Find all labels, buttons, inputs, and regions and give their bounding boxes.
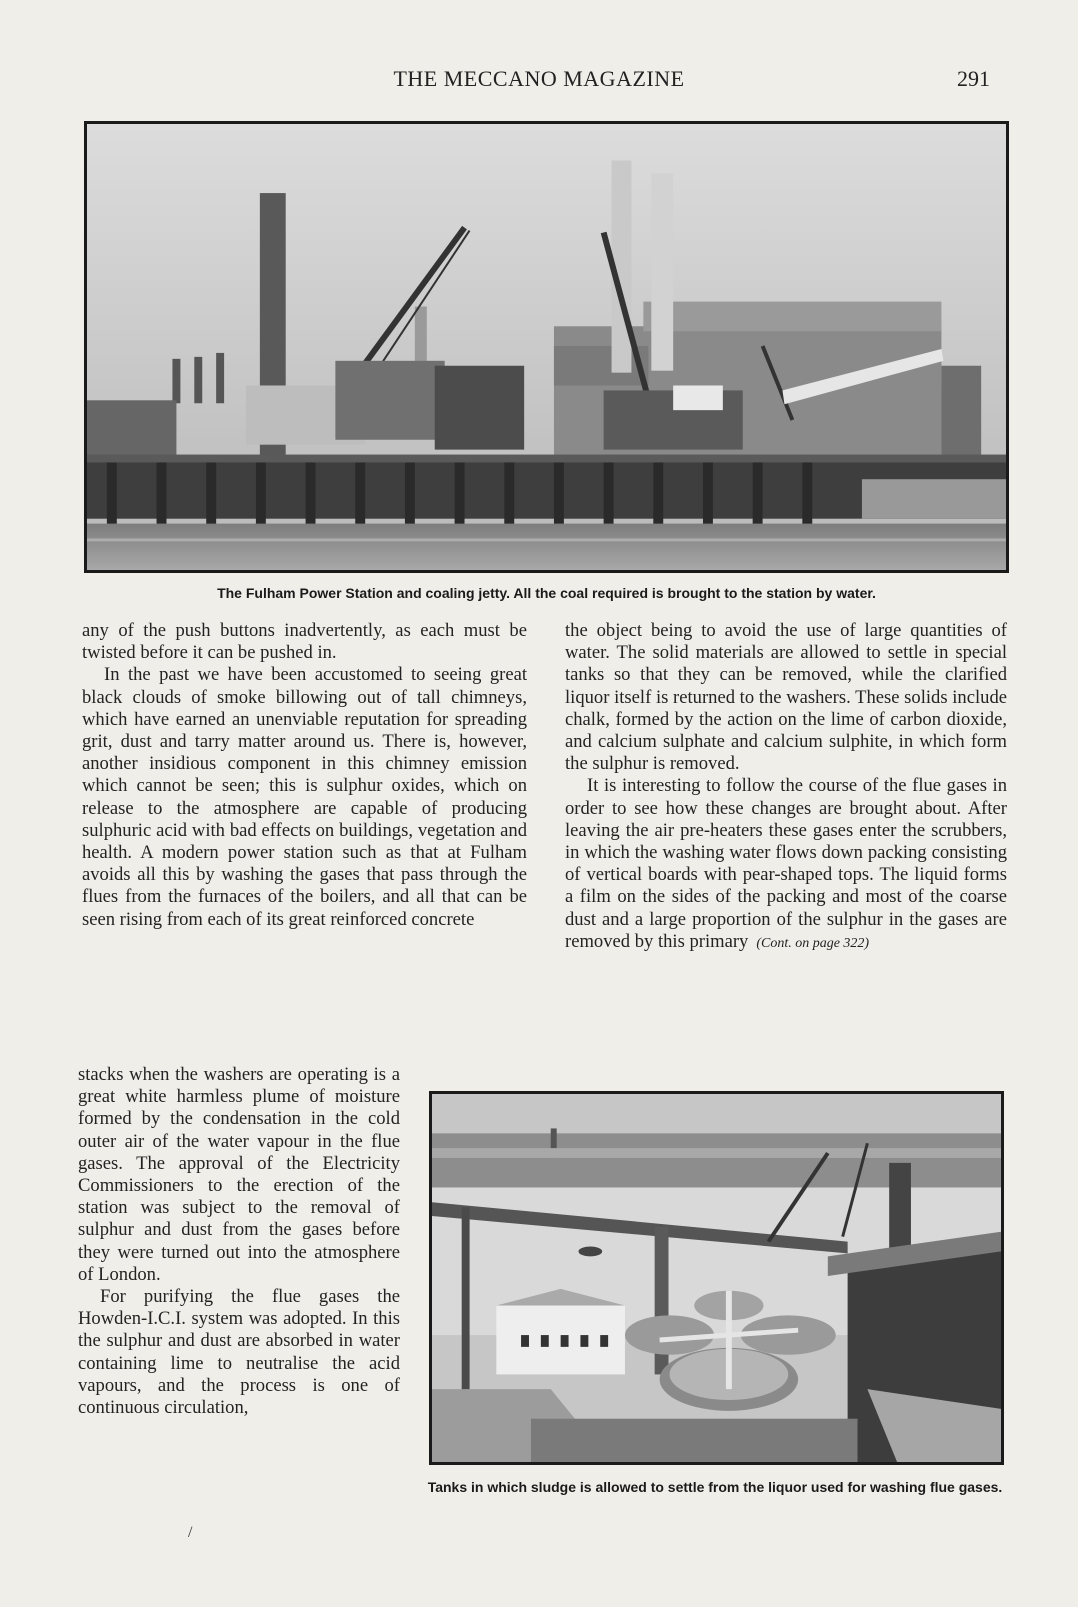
- stray-pen-mark: /: [188, 1524, 193, 1541]
- left-paragraph-2: In the past we have been accustomed to seeing great black clouds of smoke billowing out of tall chimneys, which have earned an unenviable reputation for spreading grit, dust and tarry matter around us. There is, however, another insidious component in this chimney emission which cannot be seen; this is sulphur oxides, which on release to the atmosphere are capable of producing sulphuric acid with bad effects on buildings, vegetation and health. A modern power station such as that at Fulham avoids all this by washing the gases that pass through the flues from the furnaces of the boilers, and all that can be seen rising from each of its great reinforced concrete: [82, 664, 527, 930]
- right-paragraph-1: the object being to avoid the use of large quantities of water. The solid materials are allowed to settle in special tanks so that they can be removed, while the clarified liquor itself is returned to the washers. These solids include chalk, formed by the action on the lime of carbon dioxide, and calcium sulphate and calcium sulphite, in which form the sulphur is removed.: [565, 620, 1007, 775]
- power-station-illustration: [87, 124, 1006, 570]
- settling-tanks-photo: [429, 1091, 1004, 1465]
- right-column: [565, 620, 1007, 955]
- power-station-photo: [84, 121, 1009, 573]
- running-header-title: THE MECCANO MAGAZINE: [393, 66, 685, 91]
- page-number: 291: [957, 66, 990, 91]
- settling-tanks-illustration: [432, 1094, 1001, 1462]
- left-column: [82, 620, 527, 931]
- continued-reference: (Cont. on page 322): [756, 935, 870, 951]
- narrow-paragraph-1: stacks when the washers are operating is a great white harmless plume of moisture formed by the condensation in the cold outer air of the water vapour in the flue gases. The approval of the Electricity Commissioners to the erection of the station was subject to the removal of sulphur and dust from the gases before they were turned out into the atmosphere of London.: [78, 1064, 400, 1285]
- bottom-photo-caption: Tanks in which sludge is allowed to settle from the liquor used for washing flue gases.: [427, 1479, 1003, 1495]
- narrow-column: [78, 1064, 400, 1419]
- narrow-paragraph-2: For purifying the flue gases the Howden-I.C.I. system was adopted. In this the sulphur and dust are absorbed in water containing lime to neutralise the acid vapours, and the process is one of continuous circulation,: [78, 1286, 400, 1419]
- right-paragraph-2: [565, 775, 1007, 955]
- top-photo-caption: The Fulham Power Station and coaling jetty. All the coal required is brought to the station by water.: [217, 585, 876, 601]
- left-paragraph-1: any of the push buttons inadvertently, as each must be twisted before it can be pushed in.: [82, 620, 527, 664]
- right-paragraph-2-text: It is interesting to follow the course of the flue gases in order to see how these changes are brought about. After leaving the air pre-heaters these gases enter the scrubbers, in which the washing water flows down packing consisting of vertical boards with pear-shaped tops. The liquid forms a film on the sides of the packing and most of the coarse dust and a large proportion of the sulphur in the gases are removed by this primary: [565, 775, 1007, 952]
